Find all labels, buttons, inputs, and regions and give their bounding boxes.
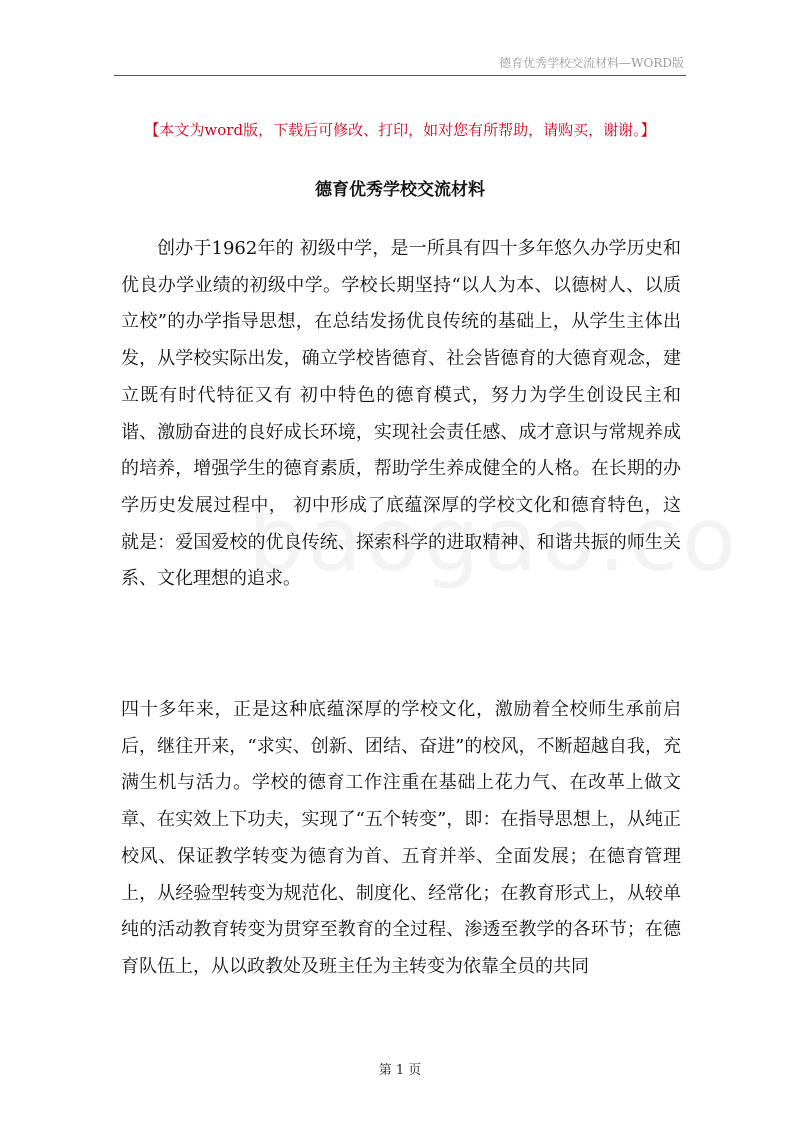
page-number: 第 1 页	[378, 1063, 422, 1078]
body-paragraph-2: 四十多年来，正是这种底蕴深厚的学校文化，激励着全校师生承前启后，继往开来，“求实、创新、团结、奋进”的校风，不断超越自我，充满生机与活力。学校的德育工作注重在基础上花力气、在改革上做文章、在实效上下功夫，实现了“五个转变”，即：在指导思想上，从纯正校风、保证教学转变为德育为首、五育并举、全面发展；在德育管理上，从经验型转变为规范化、制度化、经常化；在教育形式上，从较单纯的活动教育转变为贯穿至教育的全过程、渗透至教学的各环节；在德育队伍上，从以政教处及班主任为主转变为依靠全员的共同	[121, 699, 681, 977]
document-title: 德育优秀学校交流材料	[315, 180, 485, 200]
header-divider	[114, 75, 686, 76]
body-paragraph-1: 创办于1962年的 初级中学，是一所具有四十多年悠久办学历史和优良办学业绩的初级中学。学校长期坚持“以人为本、以德树人、以质立校”的办学指导思想，在总结发扬优良传统的基础上，从学生主体出发，从学校实际出发，确立学校皆德育、社会皆德育的大德育观念，建立既有时代特征又有 初中特色的德育模式，努力为学生创设民主和谐、激励奋进的良好成长环境，实现社会责任感、成才意识与常规养成的培养，增强学生的德育素质，帮助学生养成健全的人格。在长期的办学历史发展过程中， 初中形成了底蕴深厚的学校文化和德育特色，这就是：爱国爱校的优良传统、探索科学的进取精神、和谐共振的师生关系、文化理想的追求。	[121, 238, 681, 590]
download-notice: 【本文为word版，下载后可修改、打印，如对您有所帮助，请购买，谢谢。】	[144, 121, 656, 139]
running-header: 德育优秀学校交流材料—WORD版	[499, 56, 684, 70]
